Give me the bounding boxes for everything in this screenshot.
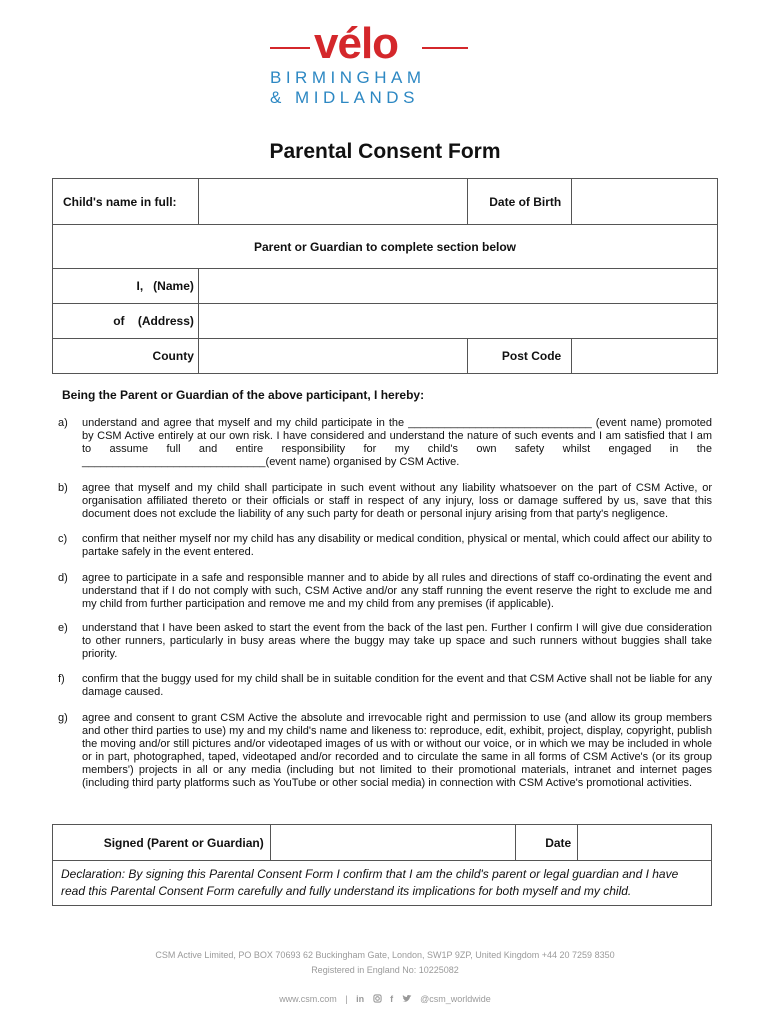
clause-label: g) — [58, 712, 68, 724]
clause-e — [58, 622, 712, 661]
address-label: of (Address) — [53, 304, 199, 339]
name-field[interactable] — [198, 269, 717, 304]
logo-line-left — [270, 47, 310, 49]
website-link[interactable]: www.csm.com — [279, 994, 337, 1004]
twitter-icon[interactable] — [402, 994, 415, 1004]
logo-line-right — [422, 47, 468, 49]
linkedin-icon[interactable]: in — [356, 994, 365, 1004]
logo-line1: BIRMINGHAM — [270, 68, 426, 87]
clause-text: confirm that the buggy used for my child shall be in suitable condition for the event and that CSM Active shall not be liable for any damage caused. — [82, 673, 712, 698]
postcode-field[interactable] — [572, 339, 718, 374]
facebook-icon[interactable]: f — [390, 994, 394, 1004]
clause-b — [58, 482, 712, 521]
clause-label: f) — [58, 673, 65, 685]
participant-details-table — [52, 178, 718, 374]
clause-text: understand and agree that myself and my child participate in the ______________________________ (event name) promoted by CSM Active entirely at our own risk. I have considered and understand the nature of such events and I am satisfied that I am to assume full and entire responsibility for my child's own safety whilst engaged in the ______________________________(event name) organised by CSM Active. — [82, 417, 712, 468]
clause-label: b) — [58, 482, 68, 494]
date-label: Date — [516, 825, 578, 861]
footer-social — [0, 994, 770, 1004]
address-field[interactable] — [198, 304, 717, 339]
clause-c — [58, 533, 712, 559]
dob-field[interactable] — [572, 179, 718, 225]
social-handle[interactable]: @csm_worldwide — [420, 994, 491, 1004]
childs-name-label: Child's name in full: — [53, 179, 199, 225]
clause-a — [58, 417, 712, 469]
county-field[interactable] — [198, 339, 467, 374]
velo-logo — [270, 19, 470, 110]
clause-text: agree to participate in a safe and responsible manner and to abide by all rules and directions of staff co-ordinating the event and understand that if I do not comply with such, CSM Active and/or any staff running the event reserve the right to exclude me and my child from further participation and remove me and my child from any premises (if applicable). — [82, 572, 712, 610]
section-header: Parent or Guardian to complete section below — [53, 225, 718, 269]
signature-field[interactable] — [270, 825, 516, 861]
date-field[interactable] — [578, 825, 712, 861]
county-label: County — [53, 339, 199, 374]
clause-text: confirm that neither myself nor my child has any disability or medical condition, physical or mental, which could affect our ability to partake safely in the event entered. — [82, 533, 712, 558]
clause-label: c) — [58, 533, 68, 545]
dob-label: Date of Birth — [468, 179, 572, 225]
logo-wordmark — [270, 19, 470, 68]
clause-f — [58, 673, 712, 699]
clause-text: agree and consent to grant CSM Active the absolute and irrevocable right and permission to use (and allow its group members and other third parties to use) my and my child's name and likeness to: reproduce, edit, exhibit, project, display, copyright, publish the moving and/or still pictures and/or videotaped images of us with or without our voice, or in which we may be included in whole or in part, photographed, taped, videotaped and/or recorded and to circulate the same in all forms of CSM Active's (or its group members') projects in all or any media (including but not limited to their promotional materials, intranet and internet pages (including third party platforms such as YouTube or other social media) in connection with CSM Active's promotional activities. — [82, 712, 712, 789]
logo-line2: & MIDLANDS — [270, 88, 419, 107]
instagram-icon[interactable] — [373, 994, 385, 1004]
footer-address: CSM Active Limited, PO BOX 70693 62 Buckingham Gate, London, SW1P 9ZP, United Kingdom +44 20 7259 8350 — [155, 950, 615, 960]
name-label: I, (Name) — [53, 269, 199, 304]
signature-table — [52, 824, 712, 906]
page-title: Parental Consent Form — [269, 140, 501, 163]
clause-text: agree that myself and my child shall participate in such event without any liability whatsoever on the part of CSM Active, or organisation affiliated thereto or their officials or staff in respect of any injury, loss or damage suffered by us, save that this document does not exclude the liability of any such party for death or personal injury arising from that party's negligence. — [82, 482, 712, 520]
clause-d — [58, 572, 712, 611]
clause-label: e) — [58, 622, 68, 634]
declaration-text: Declaration: By signing this Parental Consent Form I confirm that I am the child's parent or legal guardian and I have read this Parental Consent Form carefully and fully understand its implications for both myself and my child. — [53, 861, 712, 906]
clause-g — [58, 712, 712, 790]
logo-brand: vélo — [314, 19, 399, 68]
clause-label: a) — [58, 417, 68, 429]
clause-text: understand that I have been asked to start the event from the back of the last pen. Further I confirm I will give due consideration to other runners, particularly in busy areas where the buggy may take up space and such runners without buggies shall take priority. — [82, 622, 712, 660]
footer-divider: | — [345, 994, 348, 1004]
postcode-label: Post Code — [468, 339, 572, 374]
signed-label: Signed (Parent or Guardian) — [53, 825, 271, 861]
intro-statement: Being the Parent or Guardian of the above participant, I hereby: — [62, 388, 425, 402]
clause-label: d) — [58, 572, 68, 584]
footer-registered: Registered in England No: 10225082 — [311, 965, 459, 975]
childs-name-field[interactable] — [198, 179, 467, 225]
